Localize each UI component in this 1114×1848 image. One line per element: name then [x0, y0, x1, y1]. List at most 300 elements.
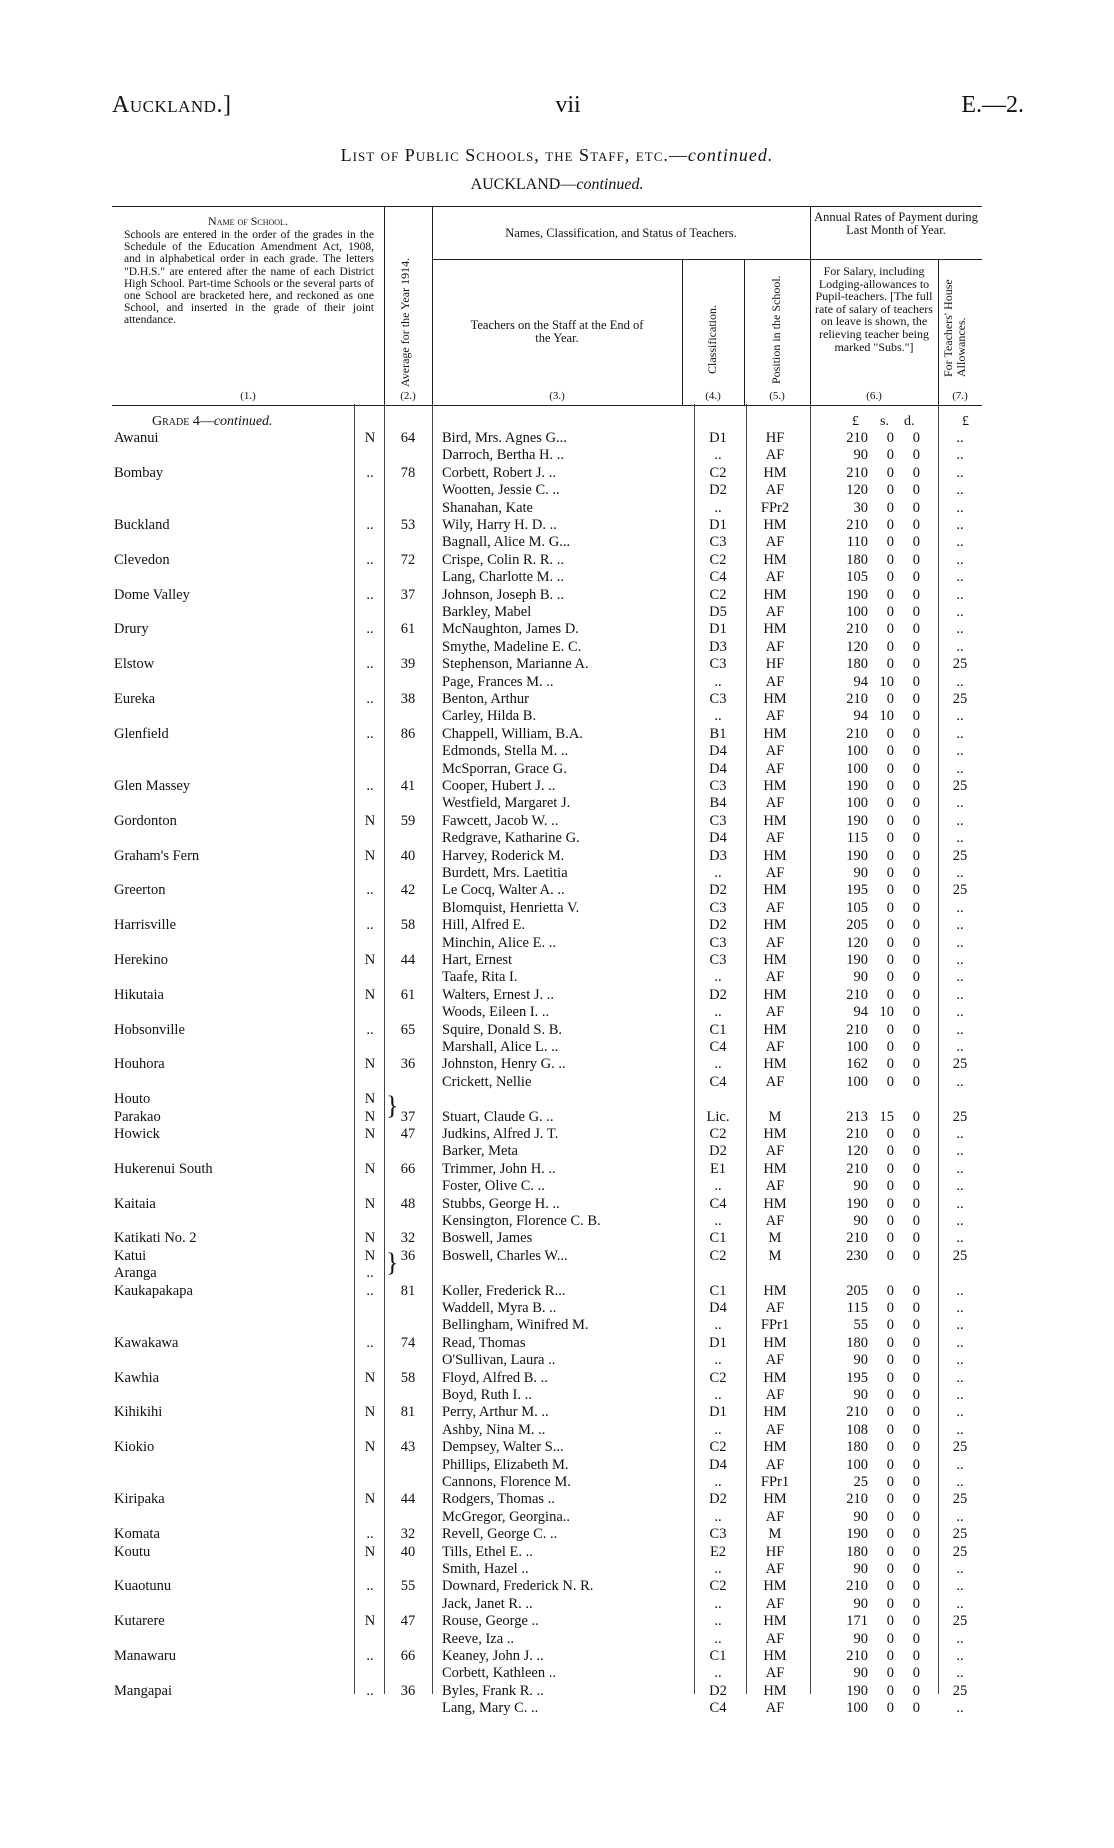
school-name: Elstow [114, 656, 155, 673]
salary-pence: 0 [912, 1230, 920, 1247]
classification: C3 [709, 691, 727, 707]
salary-pence: 0 [912, 621, 920, 638]
salary-pence: 0 [912, 1073, 920, 1090]
salary-shillings: 0 [886, 1595, 894, 1612]
salary-pence: 0 [912, 1352, 920, 1369]
salary-shillings: 0 [886, 1317, 894, 1334]
teacher-name: McNaughton, James D. [442, 621, 579, 638]
teacher-name: Trimmer, John H. .. [442, 1160, 556, 1177]
house-allowance: .. [956, 638, 964, 655]
salary-pounds: 100 [846, 604, 868, 620]
header-col4 [682, 259, 745, 405]
position: HM [763, 1160, 787, 1177]
position: AF [765, 1508, 785, 1525]
classification: C2 [709, 586, 727, 603]
position: HM [763, 1021, 787, 1038]
classification: C1 [709, 1021, 727, 1038]
bracket-katui-aranga: } [386, 1247, 399, 1277]
house-allowance: .. [956, 1143, 964, 1160]
classification: D2 [709, 482, 727, 499]
house-allowance: .. [956, 430, 964, 446]
native-flag: .. [366, 1021, 374, 1038]
average-attendance: 61 [400, 621, 416, 638]
salary-pence: 0 [912, 1247, 920, 1264]
teacher-name: Hart, Ernest [442, 952, 513, 968]
salary-pence: 0 [912, 795, 920, 812]
classification: E1 [709, 1160, 727, 1177]
native-flag: N [364, 812, 376, 829]
position: AF [765, 482, 785, 499]
teacher-name: Taafe, Rita I. [442, 969, 518, 986]
native-flag: N [364, 430, 376, 446]
classification: D2 [709, 882, 727, 899]
salary-shillings: 0 [886, 1073, 894, 1090]
header-col2-number: (2.) [400, 389, 416, 402]
teacher-name: Johnston, Henry G. .. [442, 1056, 566, 1073]
position: HM [763, 1334, 787, 1351]
teacher-name: Westfield, Margaret J. [442, 795, 571, 812]
house-allowance: .. [956, 899, 964, 916]
salary-shillings: 0 [886, 1143, 894, 1160]
salary-pounds: 210 [846, 725, 868, 742]
classification: .. [714, 499, 722, 516]
school-name: Kaukapakapa [114, 1282, 193, 1299]
salary-pounds: 120 [846, 1143, 868, 1160]
classification: C3 [709, 778, 727, 794]
school-name: Katikati No. 2 [114, 1230, 197, 1247]
average-attendance: 36 [400, 1247, 416, 1264]
header-col7 [938, 259, 982, 405]
salary-shillings: 0 [886, 534, 894, 551]
teacher-name: Crickett, Nellie [442, 1073, 532, 1090]
position: AF [765, 447, 785, 464]
classification: .. [714, 1474, 722, 1490]
salary-pence: 0 [912, 1456, 920, 1473]
teacher-name: Hill, Alfred E. [442, 917, 525, 934]
header-col5 [744, 259, 810, 405]
salary-pence: 0 [912, 882, 920, 899]
school-name: Hukerenui South [114, 1160, 213, 1177]
native-flag: N [364, 1056, 376, 1073]
salary-pounds: 90 [853, 1561, 868, 1577]
header-col1 [112, 207, 385, 405]
teacher-name: Darroch, Bertha H. .. [442, 447, 564, 464]
average-attendance: 38 [400, 691, 416, 707]
table-row [112, 1039, 982, 1056]
salary-pence: 0 [912, 447, 920, 464]
classification: C3 [709, 899, 727, 916]
native-flag: N [364, 1195, 376, 1212]
house-allowance: .. [956, 447, 964, 464]
table-row [112, 1022, 982, 1039]
house-allowance: .. [956, 1369, 964, 1386]
position: HM [763, 1056, 787, 1073]
classification: C4 [709, 1700, 727, 1717]
salary-shillings: 0 [886, 1126, 894, 1142]
position: AF [765, 934, 785, 951]
house-allowance: .. [956, 1160, 964, 1177]
salary-pence: 0 [912, 1439, 920, 1456]
table-row [112, 743, 982, 760]
salary-pence: 0 [912, 1160, 920, 1177]
teacher-name: Wootten, Jessie C. .. [442, 482, 560, 499]
salary-pence: 0 [912, 638, 920, 655]
position: HF [765, 430, 785, 446]
salary-pence: 0 [912, 952, 920, 968]
salary-pence: 0 [912, 1213, 920, 1229]
teacher-name: Le Cocq, Walter A. .. [442, 882, 565, 899]
teacher-name: Burdett, Mrs. Laetitia [442, 865, 568, 881]
teacher-name: Bird, Mrs. Agnes G... [442, 430, 567, 446]
school-name: Bombay [114, 464, 164, 481]
salary-shillings: 0 [886, 1665, 894, 1682]
teacher-name: Lang, Mary C. .. [442, 1700, 539, 1717]
classification: B1 [709, 725, 727, 742]
teacher-name: Blomquist, Henrietta V. [442, 899, 580, 916]
salary-pounds: 210 [846, 1404, 868, 1421]
school-name: Houto [114, 1091, 151, 1108]
house-allowance: .. [956, 551, 964, 568]
classification: .. [714, 865, 722, 881]
native-flag: N [364, 1369, 376, 1386]
salary-shillings: 0 [886, 517, 894, 533]
salary-pence: 0 [912, 1526, 920, 1543]
teacher-name: Smith, Hazel .. [442, 1561, 529, 1577]
position: HM [763, 1369, 787, 1386]
header-col5-label: Position in the School. [769, 275, 783, 384]
house-allowance: 25 [952, 778, 968, 794]
classification: C4 [709, 569, 727, 586]
salary-shillings: 0 [886, 952, 894, 968]
classification: C3 [709, 1526, 727, 1543]
header-teachers-group [432, 207, 811, 405]
salary-shillings: 0 [886, 638, 894, 655]
table-row [112, 952, 982, 969]
school-name: Drury [114, 621, 149, 638]
house-allowance: 25 [952, 1439, 968, 1456]
house-allowance: 25 [952, 1682, 968, 1699]
position: M [768, 1108, 782, 1125]
salary-pounds: 100 [846, 795, 868, 812]
position: HM [763, 464, 787, 481]
salary-shillings: 0 [886, 1613, 894, 1630]
salary-shillings: 0 [886, 586, 894, 603]
table-row [112, 1561, 982, 1578]
house-allowance: 25 [952, 656, 968, 673]
house-allowance: .. [956, 517, 964, 533]
salary-pounds: 94 [853, 1004, 868, 1021]
salary-pounds: 100 [846, 1700, 868, 1717]
table-row [112, 848, 982, 865]
classification: C1 [709, 1230, 727, 1247]
salary-shillings: 0 [886, 1369, 894, 1386]
house-allowance: .. [956, 812, 964, 829]
salary-pence: 0 [912, 586, 920, 603]
teacher-name: Stubbs, George H. .. [442, 1195, 560, 1212]
house-allowance: .. [956, 795, 964, 812]
teacher-name: Bellingham, Winifred M. [442, 1317, 589, 1334]
classification: .. [714, 673, 722, 690]
teacher-name: Benton, Arthur [442, 691, 529, 707]
house-allowance: 25 [952, 691, 968, 707]
salary-pounds: 90 [853, 1352, 868, 1369]
table-row [112, 1074, 982, 1091]
salary-pounds: 205 [846, 917, 868, 934]
position: HM [763, 1578, 787, 1595]
average-attendance: 66 [400, 1160, 416, 1177]
house-allowance: .. [956, 1230, 964, 1247]
house-allowance: .. [956, 1578, 964, 1595]
position: HM [763, 1439, 787, 1456]
position: HM [763, 551, 787, 568]
average-attendance: 48 [400, 1195, 416, 1212]
salary-pence: 0 [912, 482, 920, 499]
classification: C3 [709, 934, 727, 951]
native-flag: .. [366, 1526, 374, 1543]
school-name: Mangapai [114, 1682, 172, 1699]
salary-shillings: 0 [886, 1178, 894, 1195]
salary-pounds: 115 [846, 1300, 868, 1316]
position: HF [765, 1543, 785, 1560]
teacher-name: Rouse, George .. [442, 1613, 539, 1630]
salary-shillings: 0 [886, 1508, 894, 1525]
salary-pounds: 90 [853, 447, 868, 464]
table-row [112, 917, 982, 934]
teacher-name: Tills, Ethel E. .. [442, 1543, 533, 1560]
school-name: Houhora [114, 1056, 165, 1073]
salary-pounds: 30 [853, 499, 868, 516]
salary-pence: 0 [912, 499, 920, 516]
classification: D1 [709, 1334, 727, 1351]
salary-pounds: 108 [846, 1421, 868, 1438]
classification: .. [714, 1421, 722, 1438]
position: HM [763, 1682, 787, 1699]
salary-pence: 0 [912, 812, 920, 829]
teacher-name: Phillips, Elizabeth M. [442, 1456, 569, 1473]
salary-pounds: 105 [846, 569, 868, 586]
salary-pounds: 180 [846, 656, 868, 673]
teacher-name: O'Sullivan, Laura .. [442, 1352, 556, 1369]
salary-pence: 0 [912, 1334, 920, 1351]
teacher-name: Chappell, William, B.A. [442, 725, 583, 742]
school-name: Kihikihi [114, 1404, 163, 1421]
salary-shillings: 0 [886, 899, 894, 916]
classification: C3 [709, 534, 727, 551]
house-allowance: .. [956, 1387, 964, 1403]
native-flag: .. [366, 1282, 374, 1299]
salary-pence: 0 [912, 1474, 920, 1490]
native-flag: .. [366, 517, 374, 533]
classification: D2 [709, 1682, 727, 1699]
teacher-name: Floyd, Alfred B. .. [442, 1369, 548, 1386]
position: HM [763, 847, 787, 864]
salary-shillings: 0 [886, 1491, 894, 1508]
salary-pence: 0 [912, 1682, 920, 1699]
position: HM [763, 1404, 787, 1421]
classification: .. [714, 1056, 722, 1073]
bracket-houto-parakao: } [386, 1091, 399, 1121]
school-name: Kutarere [114, 1613, 165, 1630]
salary-pounds: 210 [846, 1021, 868, 1038]
position: HM [763, 986, 787, 1003]
native-flag: N [364, 1108, 376, 1125]
house-allowance: .. [956, 499, 964, 516]
house-allowance: .. [956, 986, 964, 1003]
table-row [112, 447, 982, 464]
average-attendance: 78 [400, 464, 416, 481]
teacher-name: Reeve, Iza .. [442, 1630, 515, 1647]
classification: E2 [709, 1543, 727, 1560]
salary-pounds: 230 [846, 1247, 868, 1264]
salary-pounds: 180 [846, 1334, 868, 1351]
position: AF [765, 708, 785, 725]
salary-pounds: 90 [853, 1630, 868, 1647]
house-allowance: .. [956, 830, 964, 847]
teacher-name: Minchin, Alice E. .. [442, 934, 556, 951]
average-attendance: 32 [400, 1230, 416, 1247]
house-allowance: .. [956, 1021, 964, 1038]
table-row [112, 1352, 982, 1369]
average-attendance: 81 [400, 1404, 416, 1421]
classification: .. [714, 1595, 722, 1612]
table-row [112, 534, 982, 551]
salary-pounds: 190 [846, 812, 868, 829]
salary-pounds: 210 [846, 1491, 868, 1508]
table-row [112, 1265, 982, 1282]
salary-pounds: 120 [846, 934, 868, 951]
position: FPr1 [760, 1474, 790, 1490]
salary-pounds: 210 [846, 1230, 868, 1247]
teacher-name: Byles, Frank R. .. [442, 1682, 544, 1699]
salary-shillings: 0 [886, 969, 894, 986]
classification: C2 [709, 1247, 727, 1264]
average-attendance: 74 [400, 1334, 416, 1351]
table-row [112, 1091, 982, 1108]
teacher-name: Read, Thomas [442, 1334, 526, 1351]
salary-shillings: 0 [886, 1021, 894, 1038]
table-row [112, 935, 982, 952]
native-flag: .. [366, 882, 374, 899]
position: FPr1 [760, 1317, 790, 1334]
salary-shillings: 10 [879, 708, 894, 725]
salary-shillings: 0 [886, 1334, 894, 1351]
house-allowance: .. [956, 917, 964, 934]
salary-pounds: 210 [846, 517, 868, 533]
salary-pence: 0 [912, 534, 920, 551]
classification: .. [714, 708, 722, 725]
native-flag: .. [366, 1265, 374, 1282]
position: AF [765, 1300, 785, 1316]
classification: D4 [709, 743, 727, 760]
header-col4-label: Classification. [705, 305, 719, 374]
average-attendance: 53 [400, 517, 416, 533]
teacher-name: Boswell, James [442, 1230, 533, 1247]
header-col6-label: For Salary, including Lodging-allowances to Pupil-teachers. [The full rate of salary of teachers on leave is shown, the relieving teacher being marked "Subs."] [815, 264, 933, 354]
salary-pounds: 190 [846, 847, 868, 864]
position: AF [765, 1387, 785, 1403]
classification: D4 [709, 1456, 727, 1473]
position: AF [765, 1700, 785, 1717]
house-allowance: .. [956, 1178, 964, 1195]
salary-pounds: 25 [853, 1474, 868, 1490]
classification: D4 [709, 830, 727, 847]
classification: C2 [709, 464, 727, 481]
table-row [112, 1700, 982, 1717]
position: AF [765, 1630, 785, 1647]
house-allowance: .. [956, 952, 964, 968]
native-flag: N [364, 1230, 376, 1247]
position: AF [765, 899, 785, 916]
house-allowance: .. [956, 934, 964, 951]
native-flag: .. [366, 1334, 374, 1351]
header-col7-number: (7.) [952, 389, 968, 402]
teacher-name: McSporran, Grace G. [442, 760, 567, 777]
position: HM [763, 586, 787, 603]
table-row [112, 1474, 982, 1491]
school-name: Greerton [114, 882, 166, 899]
house-allowance: .. [956, 534, 964, 551]
house-allowance: .. [956, 969, 964, 986]
page-subtitle-main: AUCKLAND— [470, 176, 577, 193]
classification: .. [714, 1004, 722, 1021]
table-row [112, 1283, 982, 1300]
average-attendance: 61 [400, 986, 416, 1003]
position: HM [763, 882, 787, 899]
document-code: E.—2. [961, 92, 1024, 118]
classification: D1 [709, 517, 727, 533]
table-row [112, 604, 982, 621]
salary-shillings: 0 [886, 1700, 894, 1717]
table-row [112, 639, 982, 656]
salary-pounds: 210 [846, 464, 868, 481]
salary-shillings: 0 [886, 830, 894, 847]
table-row [112, 1056, 982, 1073]
salary-shillings: 0 [886, 691, 894, 707]
salary-pence: 0 [912, 743, 920, 760]
position: HM [763, 691, 787, 707]
teacher-name: Dempsey, Walter S... [442, 1439, 564, 1456]
salary-shillings: 0 [886, 464, 894, 481]
salary-pounds: 162 [846, 1056, 868, 1073]
school-name: Koutu [114, 1543, 151, 1560]
salary-shillings: 0 [886, 1543, 894, 1560]
salary-pounds: 195 [846, 1369, 868, 1386]
house-allowance: .. [956, 1508, 964, 1525]
school-name: Gordonton [114, 812, 177, 829]
house-allowance: 25 [952, 1613, 968, 1630]
house-allowance: .. [956, 760, 964, 777]
position: HM [763, 778, 787, 794]
salary-pounds: 195 [846, 882, 868, 899]
classification: C2 [709, 1578, 727, 1595]
salary-shillings: 0 [886, 1682, 894, 1699]
position: AF [765, 1143, 785, 1160]
house-allowance: .. [956, 1595, 964, 1612]
table-row [112, 830, 982, 847]
position: M [768, 1526, 782, 1543]
salary-pounds: 120 [846, 638, 868, 655]
position: HM [763, 1613, 787, 1630]
table-row [112, 482, 982, 499]
header-teachers-group-label: Names, Classification, and Status of Teachers. [432, 207, 810, 260]
table-row [112, 1178, 982, 1195]
salary-shillings: 0 [886, 986, 894, 1003]
position: HM [763, 917, 787, 934]
salary-pounds: 190 [846, 1526, 868, 1543]
salary-pounds: 100 [846, 760, 868, 777]
salary-pence: 0 [912, 1282, 920, 1299]
table-row [112, 1143, 982, 1160]
